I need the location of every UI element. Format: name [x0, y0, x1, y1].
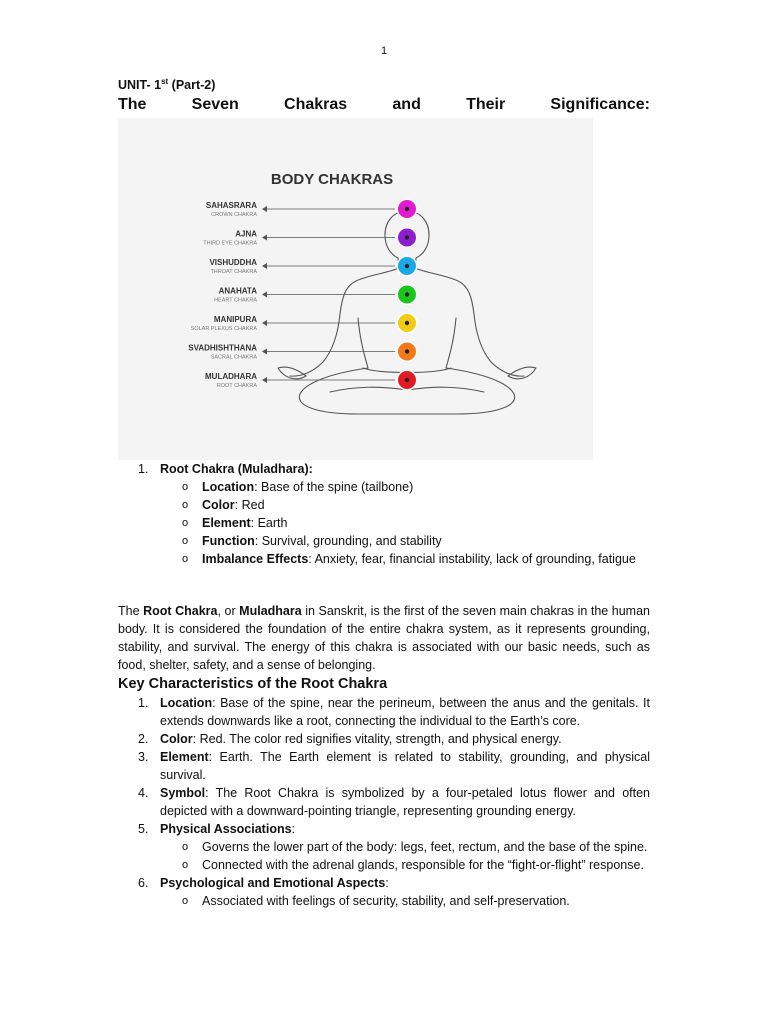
root-chakra-section: [118, 460, 650, 568]
arrow-head-icon: [262, 235, 267, 241]
list-number: 1.: [138, 462, 149, 476]
bullet-icon: o: [182, 895, 189, 907]
arrow-head-icon: [262, 377, 267, 383]
chakra-center-dot: [405, 292, 409, 296]
arrow-head-icon: [262, 206, 267, 212]
list-item: [118, 694, 650, 730]
arrow-head-icon: [262, 263, 267, 269]
item-sep: :: [254, 480, 262, 494]
arrow-head-icon: [262, 349, 267, 355]
arrow-head-icon: [262, 292, 267, 298]
title-word: Their: [466, 96, 506, 113]
item-label: Psychological and Emotional Aspects: [160, 876, 386, 890]
figure-title: BODY CHAKRAS: [270, 171, 394, 188]
root-chakra-heading: Root Chakra (Muladhara):: [160, 462, 313, 476]
list-item: [118, 460, 650, 478]
intro-paragraph: [118, 602, 650, 674]
item-text: : Base of the spine, near the perineum, between the anus and the genitals. It extends downwards like a root, connecting the individual to the Earth’s core.: [160, 696, 650, 728]
item-text: :: [385, 876, 389, 890]
chakra-sub-label: THROAT CHAKRA: [210, 269, 257, 275]
item-label: Location: [160, 696, 213, 710]
item-text: Governs the lower part of the body: legs, feet, rectum, and the base of the spine.: [202, 840, 648, 854]
item-sep: :: [308, 552, 315, 566]
chakra-manipura: [191, 313, 418, 334]
bullet-icon: o: [182, 859, 189, 871]
chakra-center-dot: [405, 349, 409, 353]
item-text: : Red. The color red signifies vitality, strength, and physical energy.: [192, 732, 562, 746]
chakra-name-label: MULADHARA: [205, 372, 257, 381]
item-label: Physical Associations: [160, 822, 292, 836]
item-label: Location: [202, 480, 255, 494]
chakra-name-label: VISHUDDHA: [209, 258, 257, 267]
item-sep: :: [254, 534, 262, 548]
item-sep: :: [234, 498, 242, 512]
title-word: The: [118, 96, 147, 113]
intro-text: in Sanskrit, is the first of the seven main chakras in the human body. It is considered the foundation of the entire chakra system, as it represents grounding, stability, and survival. The energy of this chakra is associated with our basic needs, such as food, shelter, safety, and a sense of belonging.: [118, 604, 650, 672]
chakra-anahata: [214, 284, 417, 305]
list-item: [118, 874, 650, 892]
arrow-head-icon: [262, 320, 267, 326]
list-item: [118, 856, 650, 874]
list-number: 1.: [138, 696, 149, 710]
unit-prefix: UNIT- 1: [118, 78, 162, 93]
chakra-layer: [188, 199, 417, 391]
list-item: [118, 784, 650, 820]
item-label: Color: [202, 498, 235, 512]
item-label: Imbalance Effects: [202, 552, 309, 566]
chakra-sub-label: CROWN CHAKRA: [211, 212, 257, 218]
chakra-center-dot: [405, 207, 409, 211]
list-item: [118, 478, 650, 496]
chakra-center-dot: [405, 264, 409, 268]
chakra-center-dot: [405, 378, 409, 382]
chakra-sub-label: THIRD EYE CHAKRA: [203, 240, 257, 247]
item-text: Earth: [257, 516, 288, 530]
chakra-center-dot: [405, 321, 409, 325]
title-word: and: [392, 96, 421, 113]
item-text: Base of the spine (tailbone): [261, 480, 414, 494]
item-text: Associated with feelings of security, stability, and self-preservation.: [202, 894, 570, 908]
bullet-icon: o: [182, 553, 189, 565]
chakra-vishuddha: [209, 256, 417, 277]
list-number: 6.: [138, 876, 149, 890]
item-label: Function: [202, 534, 255, 548]
list-item: [118, 550, 650, 568]
page-number: 1: [380, 45, 388, 57]
list-item: [118, 532, 650, 550]
unit-sup: st: [161, 77, 169, 86]
list-number: 5.: [138, 822, 149, 836]
chakra-name-label: MANIPURA: [213, 315, 257, 324]
intro-bold: Root Chakra: [143, 604, 218, 618]
bullet-icon: o: [182, 841, 189, 853]
chakra-sahasrara: [206, 199, 418, 220]
list-number: 4.: [138, 786, 149, 800]
intro-text: The: [118, 604, 144, 618]
bullet-icon: o: [182, 535, 189, 547]
chakra-name-label: AJNA: [235, 229, 257, 239]
list-item: [118, 820, 650, 838]
item-text: Survival, grounding, and stability: [261, 534, 442, 548]
chakra-sub-label: HEART CHAKRA: [214, 297, 257, 304]
title-word: Chakras: [284, 96, 348, 113]
unit-label: [118, 77, 215, 92]
key-characteristics-heading: Key Characteristics of the Root Chakra: [118, 676, 388, 692]
title-word: Significance:: [550, 96, 650, 113]
item-text: :: [291, 822, 296, 836]
chakra-sub-label: SACRAL CHAKRA: [210, 354, 257, 361]
characteristics-section: [118, 694, 650, 910]
chakra-diagram: [118, 118, 593, 460]
chakra-sub-label: ROOT CHAKRA: [216, 383, 257, 389]
chakra-sub-label: SOLAR PLEXUS CHAKRA: [190, 326, 257, 332]
item-text: : Earth. The Earth element is related to stability, grounding, and physical survival.: [160, 750, 650, 782]
chakra-figure: [118, 118, 593, 460]
item-label: Color: [160, 732, 193, 746]
unit-suffix: (Part-2): [168, 78, 216, 93]
intro-bold: Muladhara: [239, 604, 302, 618]
item-text: Red: [241, 498, 265, 512]
item-text: Anxiety, fear, financial instability, lack of grounding, fatigue: [314, 552, 636, 566]
list-number: 2.: [138, 732, 149, 746]
chakra-name-label: SVADHISHTHANA: [188, 343, 257, 353]
list-item: [118, 838, 650, 856]
bullet-icon: o: [182, 499, 189, 511]
item-sep: :: [250, 516, 258, 530]
item-text: : The Root Chakra is symbolized by a four-petaled lotus flower and often depicted with a downward-pointing triangle, representing grounding energy.: [160, 786, 650, 818]
item-label: Symbol: [160, 786, 206, 800]
item-label: Element: [202, 516, 251, 530]
list-number: 3.: [138, 750, 149, 764]
bullet-icon: o: [182, 481, 189, 493]
chakra-svadhishthana: [188, 341, 417, 362]
chakra-name-label: ANAHATA: [218, 286, 257, 296]
list-item: [118, 514, 650, 532]
list-item: [118, 496, 650, 514]
item-label: Element: [160, 750, 209, 764]
intro-text: , or: [217, 604, 240, 618]
page-title: [118, 96, 650, 114]
chakra-name-label: SAHASRARA: [205, 201, 257, 210]
chakra-center-dot: [405, 235, 409, 239]
item-text: Connected with the adrenal glands, responsible for the “fight-or-flight” response.: [202, 858, 644, 872]
list-item: [118, 892, 650, 910]
list-item: [118, 748, 650, 784]
list-item: [118, 730, 650, 748]
bullet-icon: o: [182, 517, 189, 529]
title-word: Seven: [191, 96, 239, 113]
